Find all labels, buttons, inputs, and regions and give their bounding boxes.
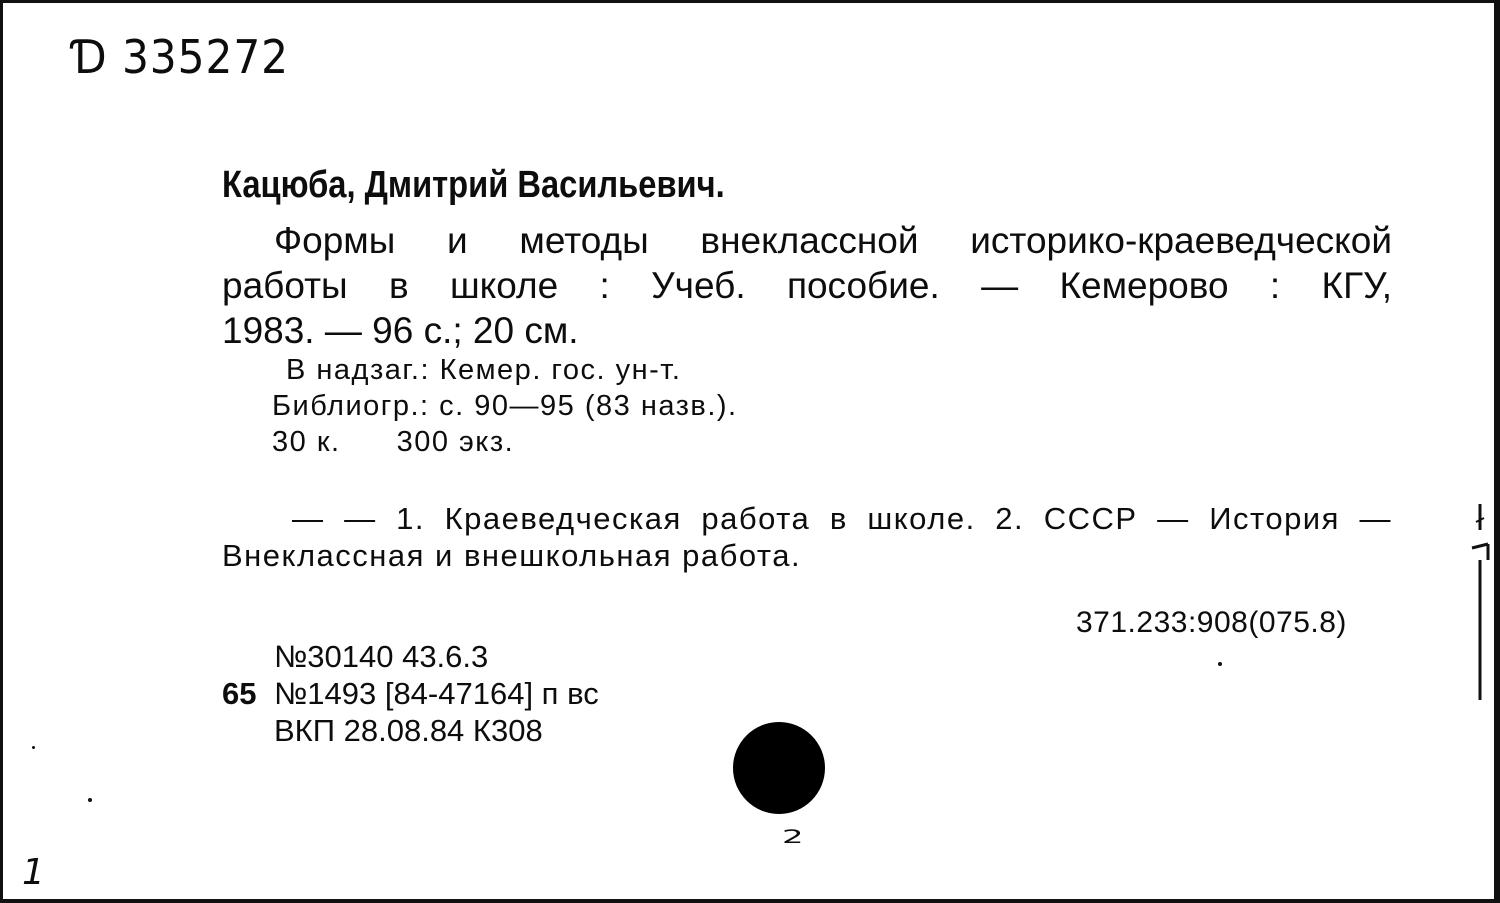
ink-speck (32, 746, 35, 749)
handwritten-mark-1: 1 (22, 852, 45, 893)
subject-line-2: Внеклассная и внешкольная работа. (222, 538, 802, 573)
order-line-2 (222, 675, 599, 712)
card-edge-right (1494, 0, 1500, 903)
subject-headings (222, 500, 1392, 574)
order-info (222, 638, 599, 749)
card-edge-top (0, 0, 1500, 3)
title-line-3: 1983. — 96 с.; 20 см. (222, 310, 579, 351)
order-line-3 (222, 712, 599, 749)
order-lead: 65 (222, 676, 257, 711)
inventory-number: Ɗ 335272 (72, 30, 290, 84)
ink-speck (88, 798, 92, 802)
notes-block (272, 352, 738, 460)
ink-speck (1218, 662, 1222, 666)
order-detail: №1493 [84-47164] п вс (274, 676, 599, 711)
title-block (222, 218, 1392, 353)
author-heading: Кацюба, Дмитрий Васильевич. (222, 164, 725, 206)
subject-line-1: — — 1. Краеведческая работа в школе. 2. СССР — История — (292, 501, 1392, 536)
price-copies-row (272, 424, 738, 460)
card-edge-left (0, 0, 3, 903)
edge-scan-mark (1466, 500, 1496, 710)
order-line-1 (222, 638, 599, 675)
order-number: №30140 43.6.3 (274, 639, 489, 674)
title-line-1: Формы и методы внеклассной историко-краеведческой (274, 220, 1392, 261)
card-edge-bottom (0, 899, 1500, 903)
handwritten-mark-2: 2 (782, 826, 804, 848)
punch-hole (733, 722, 825, 814)
vkp-line: ВКП 28.08.84 К308 (274, 713, 543, 748)
copies: 300 экз. (396, 426, 515, 458)
udc-classification: 371.233:908(075.8) (1076, 606, 1347, 639)
bibliography-note: Библиогр.: с. 90—95 (83 назв.). (272, 390, 738, 422)
price: 30 к. (272, 426, 341, 458)
title-line-2: работы в школе : Учеб. пособие. — Кемерово : КГУ, (222, 265, 1392, 306)
heading-note: В надзаг.: Кемер. гос. ун-т. (286, 354, 682, 386)
